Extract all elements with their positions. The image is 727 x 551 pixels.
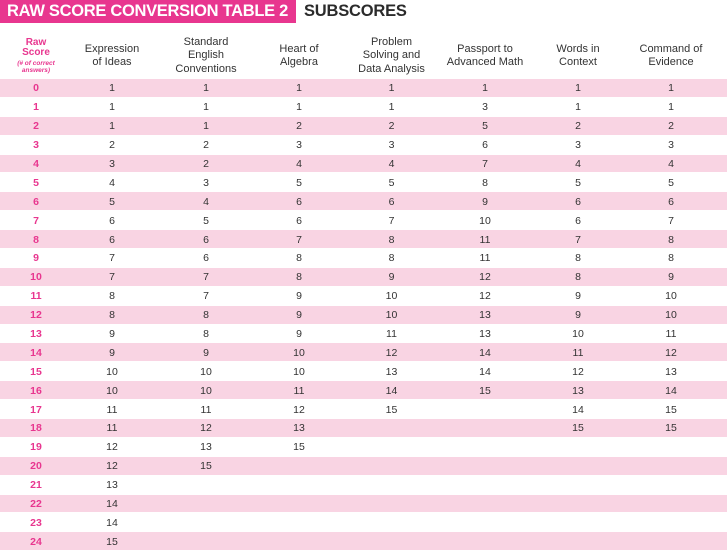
- conversion-table: [0, 79, 727, 551]
- scaled-score-cell: 7: [296, 233, 302, 246]
- raw-score-cell: 24: [30, 535, 42, 548]
- scaled-score-cell: 5: [482, 120, 488, 133]
- scaled-score-cell: 6: [575, 195, 581, 208]
- scaled-score-cell: 10: [385, 309, 398, 322]
- scaled-score-cell: 3: [203, 176, 209, 189]
- scaled-score-cell: 10: [385, 290, 398, 303]
- scaled-score-cell: 4: [668, 158, 674, 170]
- scaled-score-cell: 12: [385, 346, 398, 359]
- scaled-score-cell: 8: [203, 328, 209, 341]
- raw-score-cell: 9: [33, 252, 39, 265]
- scaled-score-cell: 13: [200, 441, 212, 454]
- raw-score-cell: 17: [30, 403, 42, 416]
- raw-score-cell: 21: [30, 479, 42, 492]
- table-row: [0, 457, 727, 476]
- table-row: [0, 476, 727, 495]
- column-header-standard-english-conventions: Standard English Conventions: [175, 36, 237, 75]
- scaled-score-cell: 7: [388, 214, 395, 227]
- scaled-score-cell: 1: [575, 101, 581, 114]
- raw-score-cell: 19: [30, 441, 42, 454]
- raw-score-cell: 8: [33, 233, 39, 246]
- scaled-score-cell: 11: [479, 233, 491, 246]
- scaled-score-cell: [438, 532, 532, 551]
- scaled-score-cell: 4: [388, 158, 395, 170]
- raw-score-note: (# of correct answers): [17, 59, 55, 74]
- scaled-score-cell: 1: [482, 82, 488, 95]
- scaled-score-cell: 12: [479, 290, 491, 303]
- scaled-score-cell: 9: [575, 290, 581, 303]
- scaled-score-cell: 11: [386, 328, 397, 341]
- raw-score-cell: 7: [33, 214, 39, 227]
- column-header-passport-to-advanced-math: Passport to Advanced Math: [446, 42, 524, 68]
- scaled-score-cell: 12: [665, 346, 677, 359]
- scaled-score-cell: 1: [296, 101, 302, 114]
- scaled-score-cell: 12: [479, 271, 491, 284]
- raw-score-cell: 15: [30, 365, 42, 378]
- raw-score-cell: 14: [30, 346, 42, 359]
- scaled-score-cell: [532, 532, 624, 551]
- scaled-score-cell: 8: [482, 176, 488, 189]
- column-header-expression-of-ideas: Expression of Ideas: [84, 42, 140, 68]
- scaled-score-cell: [438, 419, 532, 438]
- scaled-score-cell: 7: [109, 271, 115, 284]
- scaled-score-cell: 4: [203, 195, 209, 208]
- scaled-score-cell: [438, 495, 532, 514]
- scaled-score-cell: 14: [106, 498, 118, 511]
- scaled-score-cell: 6: [109, 233, 115, 246]
- scaled-score-cell: 14: [385, 384, 398, 397]
- scaled-score-cell: 14: [479, 346, 491, 359]
- table-row: [0, 532, 727, 551]
- scaled-score-cell: [345, 438, 438, 457]
- scaled-score-cell: 3: [109, 158, 115, 170]
- scaled-score-cell: [532, 476, 624, 495]
- scaled-score-cell: [345, 532, 438, 551]
- scaled-score-cell: 3: [482, 101, 488, 114]
- scaled-score-cell: 8: [109, 309, 115, 322]
- scaled-score-cell: 12: [572, 365, 584, 378]
- scaled-score-cell: 15: [572, 422, 584, 435]
- scaled-score-cell: 10: [479, 214, 491, 227]
- scaled-score-cell: 7: [575, 233, 581, 246]
- raw-score-cell: 6: [33, 195, 39, 208]
- scaled-score-cell: 9: [296, 290, 302, 303]
- scaled-score-cell: 10: [293, 346, 305, 359]
- scaled-score-cell: 6: [575, 214, 581, 227]
- scaled-score-cell: 1: [668, 101, 674, 114]
- scaled-score-cell: 8: [296, 252, 302, 265]
- scaled-score-cell: 10: [572, 328, 584, 341]
- table-row: [0, 173, 727, 192]
- scaled-score-cell: 10: [200, 365, 212, 378]
- scaled-score-cell: 4: [296, 158, 302, 170]
- scaled-score-cell: [158, 495, 254, 514]
- scaled-score-cell: 1: [203, 120, 209, 133]
- scaled-score-cell: [345, 419, 438, 438]
- table-row: [0, 438, 727, 457]
- scaled-score-cell: 3: [388, 139, 395, 152]
- table-row: [0, 513, 727, 532]
- raw-score-header: [0, 33, 72, 79]
- scaled-score-cell: 13: [572, 384, 584, 397]
- raw-score-cell: 20: [30, 460, 42, 473]
- table-row: [0, 306, 727, 325]
- scaled-score-cell: [438, 438, 532, 457]
- scaled-score-cell: 8: [109, 290, 115, 303]
- scaled-score-cell: 12: [200, 422, 212, 435]
- scaled-score-cell: [624, 476, 718, 495]
- scaled-score-cell: 11: [106, 422, 118, 435]
- scaled-score-cell: 13: [479, 328, 491, 341]
- scaled-score-cell: 7: [482, 158, 488, 170]
- scaled-score-cell: 5: [668, 176, 674, 189]
- scaled-score-cell: 5: [575, 176, 581, 189]
- table-row: [0, 211, 727, 230]
- raw-score-cell: 18: [30, 422, 42, 435]
- scaled-score-cell: 6: [203, 252, 209, 265]
- scaled-score-cell: [624, 495, 718, 514]
- table-title: RAW SCORE CONVERSION TABLE 2: [0, 0, 296, 23]
- scaled-score-cell: 6: [203, 233, 209, 246]
- table-row: [0, 117, 727, 136]
- scaled-score-cell: [438, 513, 532, 532]
- scaled-score-cell: 11: [106, 403, 118, 416]
- table-row: [0, 155, 727, 174]
- raw-score-cell: 22: [30, 498, 42, 511]
- scaled-score-cell: 11: [200, 403, 212, 416]
- table-row: [0, 192, 727, 211]
- scaled-score-cell: 14: [665, 384, 677, 397]
- scaled-score-cell: 9: [482, 195, 488, 208]
- scaled-score-cell: 6: [668, 195, 674, 208]
- title-bar: [0, 0, 407, 23]
- table-row: [0, 268, 727, 287]
- raw-score-cell: 13: [30, 328, 42, 341]
- scaled-score-cell: [624, 438, 718, 457]
- table-row: [0, 230, 727, 249]
- scaled-score-cell: 1: [109, 101, 115, 114]
- scaled-score-cell: 2: [203, 139, 209, 152]
- raw-score-cell: 1: [33, 101, 39, 114]
- raw-score-title: Raw Score: [22, 36, 50, 59]
- table-row: [0, 98, 727, 117]
- scaled-score-cell: 11: [293, 384, 305, 397]
- table-row: [0, 249, 727, 268]
- scaled-score-cell: 9: [296, 309, 302, 322]
- scaled-score-cell: 5: [203, 214, 209, 227]
- scaled-score-cell: 11: [665, 328, 677, 341]
- scaled-score-cell: 10: [106, 365, 118, 378]
- scaled-score-cell: 8: [575, 252, 581, 265]
- scaled-score-cell: 5: [388, 176, 395, 189]
- scaled-score-cell: 2: [668, 120, 674, 133]
- raw-score-cell: 16: [30, 384, 42, 397]
- scaled-score-cell: 8: [388, 233, 395, 246]
- raw-score-cell: 12: [30, 309, 42, 322]
- scaled-score-cell: [253, 457, 345, 476]
- table-row: [0, 325, 727, 344]
- scaled-score-cell: 1: [388, 82, 395, 95]
- scaled-score-cell: 6: [482, 139, 488, 152]
- scaled-score-cell: 1: [575, 82, 581, 95]
- raw-score-cell: 3: [33, 139, 39, 152]
- column-header-problem-solving: Problem Solving and Data Analysis: [358, 36, 425, 75]
- raw-score-cell: 10: [30, 271, 42, 284]
- scaled-score-cell: [345, 457, 438, 476]
- table-header: [0, 33, 727, 79]
- scaled-score-cell: 4: [109, 176, 115, 189]
- scaled-score-cell: 8: [668, 252, 674, 265]
- scaled-score-cell: 2: [575, 120, 581, 133]
- scaled-score-cell: 1: [203, 101, 209, 114]
- scaled-score-cell: 8: [296, 271, 302, 284]
- scaled-score-cell: 10: [665, 309, 677, 322]
- scaled-score-cell: 15: [665, 403, 677, 416]
- scaled-score-cell: 3: [668, 139, 674, 152]
- scaled-score-cell: [253, 495, 345, 514]
- column-header-heart-of-algebra: Heart of Algebra: [279, 42, 319, 68]
- scaled-score-cell: 13: [665, 365, 677, 378]
- table-row: [0, 287, 727, 306]
- scaled-score-cell: 5: [109, 195, 115, 208]
- scaled-score-cell: 8: [668, 233, 674, 246]
- scaled-score-cell: 14: [479, 365, 491, 378]
- scaled-score-cell: 15: [293, 441, 305, 454]
- scaled-score-cell: [345, 513, 438, 532]
- scaled-score-cell: 2: [388, 120, 395, 133]
- scaled-score-cell: 15: [106, 535, 118, 548]
- scaled-score-cell: [438, 457, 532, 476]
- scaled-score-cell: 8: [203, 309, 209, 322]
- table-row: [0, 79, 727, 98]
- scaled-score-cell: [253, 513, 345, 532]
- scaled-score-cell: [158, 476, 254, 495]
- scaled-score-cell: 1: [203, 82, 209, 95]
- scaled-score-cell: [345, 476, 438, 495]
- scaled-score-cell: 2: [203, 158, 209, 170]
- raw-score-cell: 11: [30, 290, 42, 303]
- scaled-score-cell: 8: [388, 252, 395, 265]
- scaled-score-cell: [253, 476, 345, 495]
- scaled-score-cell: 1: [109, 120, 115, 133]
- scaled-score-cell: 15: [200, 460, 212, 473]
- scaled-score-cell: 15: [479, 384, 491, 397]
- scaled-score-cell: [532, 495, 624, 514]
- table-row: [0, 136, 727, 155]
- scaled-score-cell: [624, 457, 718, 476]
- table-row: [0, 343, 727, 362]
- scaled-score-cell: 3: [575, 139, 581, 152]
- scaled-score-cell: 3: [296, 139, 302, 152]
- scaled-score-cell: 4: [575, 158, 581, 170]
- scaled-score-cell: 10: [665, 290, 677, 303]
- scaled-score-cell: 9: [109, 346, 115, 359]
- raw-score-cell: 0: [33, 82, 39, 95]
- scaled-score-cell: 11: [479, 252, 491, 265]
- scaled-score-cell: 1: [388, 101, 395, 114]
- column-header-command-of-evidence: Command of Evidence: [639, 42, 703, 68]
- scaled-score-cell: 7: [668, 214, 674, 227]
- scaled-score-cell: 7: [203, 271, 209, 284]
- raw-score-cell: 4: [33, 158, 39, 170]
- table-row: [0, 362, 727, 381]
- scaled-score-cell: 8: [575, 271, 581, 284]
- scaled-score-cell: 14: [106, 516, 118, 529]
- scaled-score-cell: 9: [203, 346, 209, 359]
- table-row: [0, 400, 727, 419]
- scaled-score-cell: 10: [200, 384, 212, 397]
- scaled-score-cell: [438, 400, 532, 419]
- scaled-score-cell: 15: [665, 422, 677, 435]
- scaled-score-cell: 12: [106, 441, 118, 454]
- scaled-score-cell: 9: [668, 271, 674, 284]
- column-header-words-in-context: Words in Context: [556, 42, 600, 68]
- scaled-score-cell: 9: [109, 328, 115, 341]
- scaled-score-cell: 14: [572, 403, 584, 416]
- table-row: [0, 495, 727, 514]
- scaled-score-cell: 12: [106, 460, 118, 473]
- scaled-score-cell: 10: [106, 384, 118, 397]
- scaled-score-cell: 2: [296, 120, 302, 133]
- raw-score-cell: 23: [30, 516, 42, 529]
- scaled-score-cell: 12: [293, 403, 305, 416]
- scaled-score-cell: [438, 476, 532, 495]
- scaled-score-cell: 1: [296, 82, 302, 95]
- raw-score-cell: 2: [33, 120, 39, 133]
- scaled-score-cell: [158, 513, 254, 532]
- scaled-score-cell: 13: [106, 479, 118, 492]
- scaled-score-cell: [532, 438, 624, 457]
- scaled-score-cell: 6: [296, 195, 302, 208]
- scaled-score-cell: [532, 457, 624, 476]
- scaled-score-cell: 15: [385, 403, 398, 416]
- scaled-score-cell: [532, 513, 624, 532]
- scaled-score-cell: 6: [109, 214, 115, 227]
- scaled-score-cell: 7: [203, 290, 209, 303]
- scaled-score-cell: 13: [479, 309, 491, 322]
- scaled-score-cell: 5: [296, 176, 302, 189]
- table-row: [0, 419, 727, 438]
- scaled-score-cell: 10: [293, 365, 305, 378]
- scaled-score-cell: [253, 532, 345, 551]
- scaled-score-cell: 1: [668, 82, 674, 95]
- scaled-score-cell: 13: [293, 422, 305, 435]
- scaled-score-cell: 9: [296, 328, 302, 341]
- scaled-score-cell: 2: [109, 139, 115, 152]
- table-row: [0, 381, 727, 400]
- scaled-score-cell: 7: [109, 252, 115, 265]
- scaled-score-cell: 9: [388, 271, 395, 284]
- scaled-score-cell: 9: [575, 309, 581, 322]
- scaled-score-cell: 6: [388, 195, 395, 208]
- scaled-score-cell: 6: [296, 214, 302, 227]
- scaled-score-cell: 1: [109, 82, 115, 95]
- scaled-score-cell: 11: [572, 346, 584, 359]
- scaled-score-cell: [624, 513, 718, 532]
- scaled-score-cell: [624, 532, 718, 551]
- scaled-score-cell: [345, 495, 438, 514]
- scaled-score-cell: [158, 532, 254, 551]
- table-subtitle: SUBSCORES: [304, 2, 407, 20]
- scaled-score-cell: 13: [385, 365, 398, 378]
- raw-score-cell: 5: [33, 176, 39, 189]
